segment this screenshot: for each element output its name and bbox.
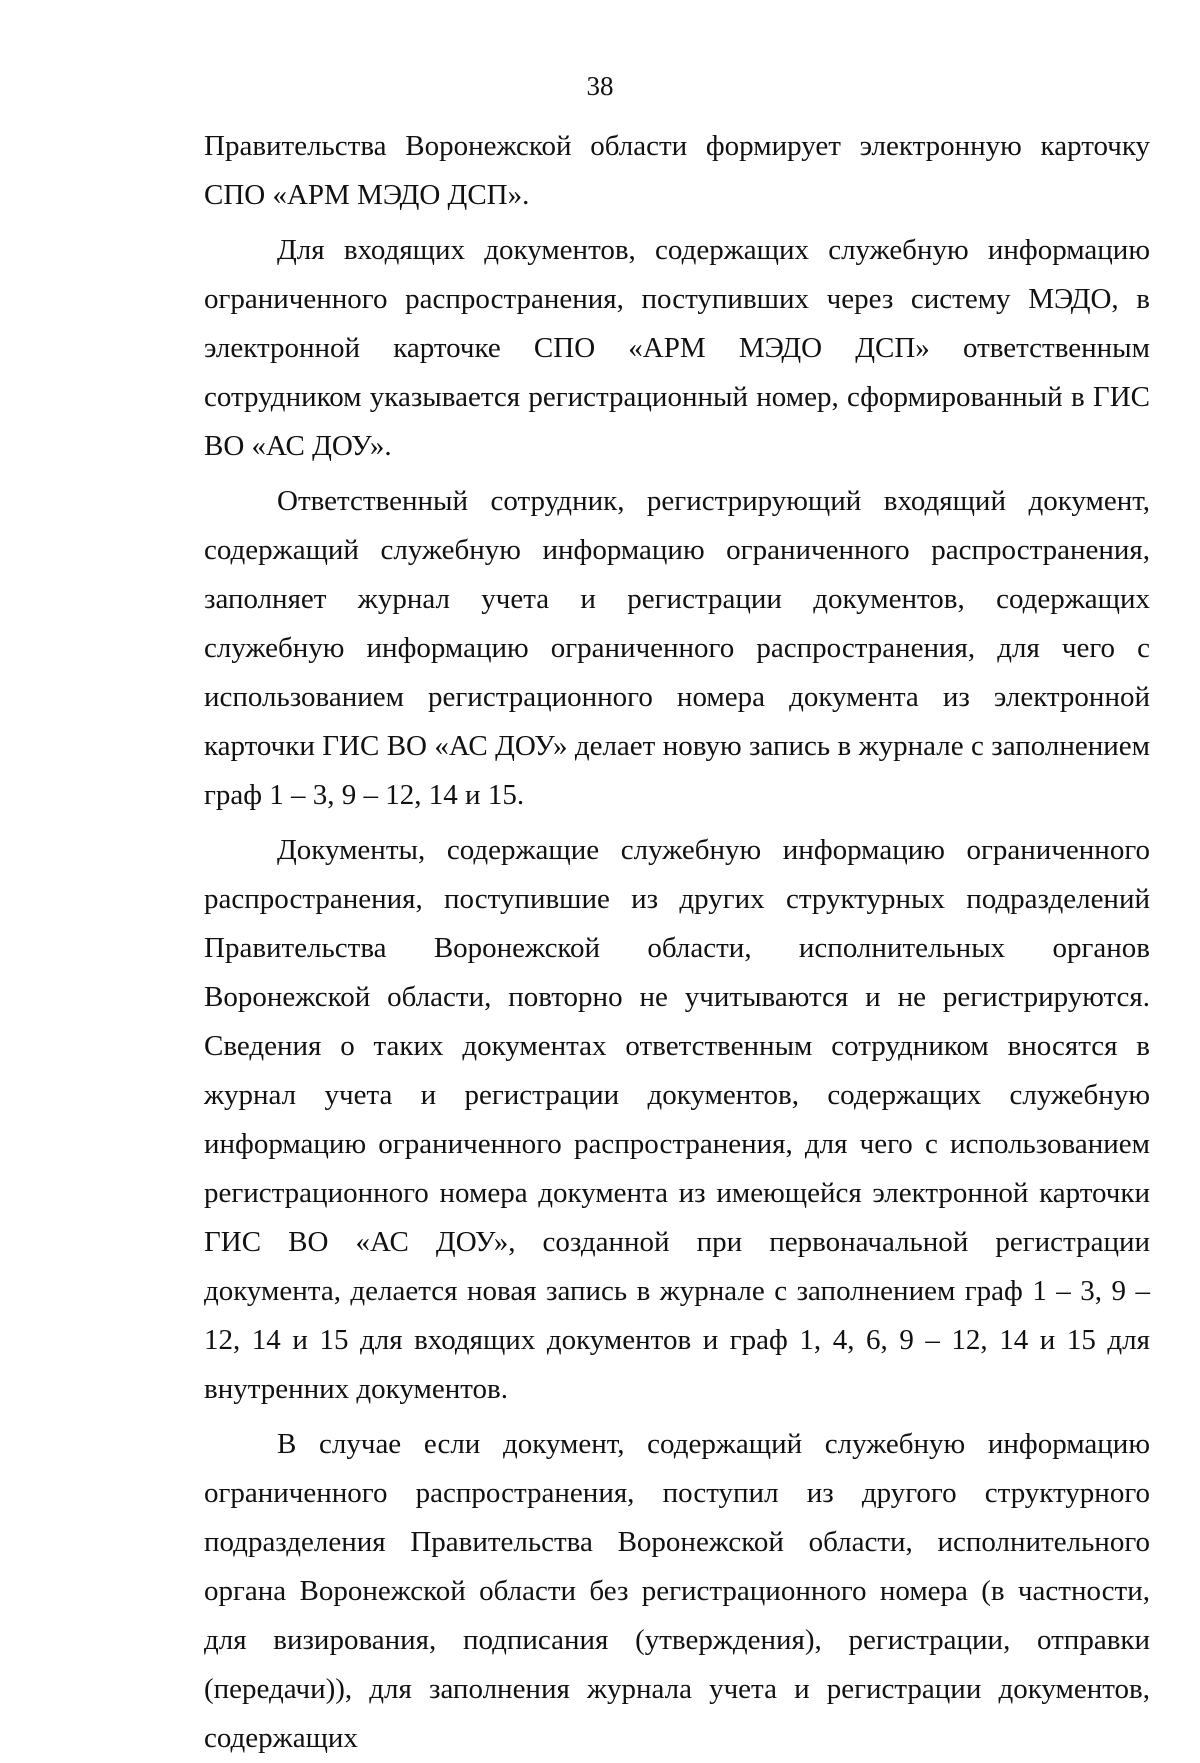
paragraph-continuation: Правительства Воронежской области формирует электронную карточку СПО «АРМ МЭДО ДСП». (204, 130, 1150, 211)
paragraph-without-registration-number: В случае если документ, содержащий служебную информацию ограниченного распространения, поступил из другого структурного подразделения Правительства Воронежской области, исполнительного органа Воронежской области без регистрационного номера (в частности, для визирования, подписания (утверждения), регистрации, отправки (передачи)), для заполнения журнала учета и регистрации документов, содержащих (204, 1428, 1150, 1754)
paragraph-other-departments: Документы, содержащие служебную информацию ограниченного распространения, поступившие из других структурных подразделений Правительства Воронежской области, исполнительных органов Воронежской области, повторно не учитываются и не регистрируются. Сведения о таких документах ответственным сотрудником вносятся в журнал учета и регистрации документов, содержащих служебную информацию ограниченного распространения, для чего с использованием регистрационного номера документа из имеющейся электронной карточки ГИС ВО «АС ДОУ», созданной при первоначальной регистрации документа, делается новая запись в журнале с заполнением граф 1 – 3, 9 – 12, 14 и 15 для входящих документов и граф 1, 4, 6, 9 – 12, 14 и 15 для внутренних документов. (204, 834, 1150, 1405)
document-body (204, 122, 1150, 1763)
paragraph-incoming-medo: Для входящих документов, содержащих служебную информацию ограниченного распространения, поступивших через систему МЭДО, в электронной карточке СПО «АРМ МЭДО ДСП» ответственным сотрудником указывается регистрационный номер, сформированный в ГИС ВО «АС ДОУ». (204, 234, 1150, 462)
paragraph-responsible-employee: Ответственный сотрудник, регистрирующий входящий документ, содержащий служебную информацию ограниченного распространения, заполняет журнал учета и регистрации документов, содержащих служебную информацию ограниченного распространения, для чего с использованием регистрационного номера документа из электронной карточки ГИС ВО «АС ДОУ» делает новую запись в журнале с заполнением граф 1 – 3, 9 – 12, 14 и 15. (204, 485, 1150, 811)
page-number: 38 (586, 71, 614, 101)
